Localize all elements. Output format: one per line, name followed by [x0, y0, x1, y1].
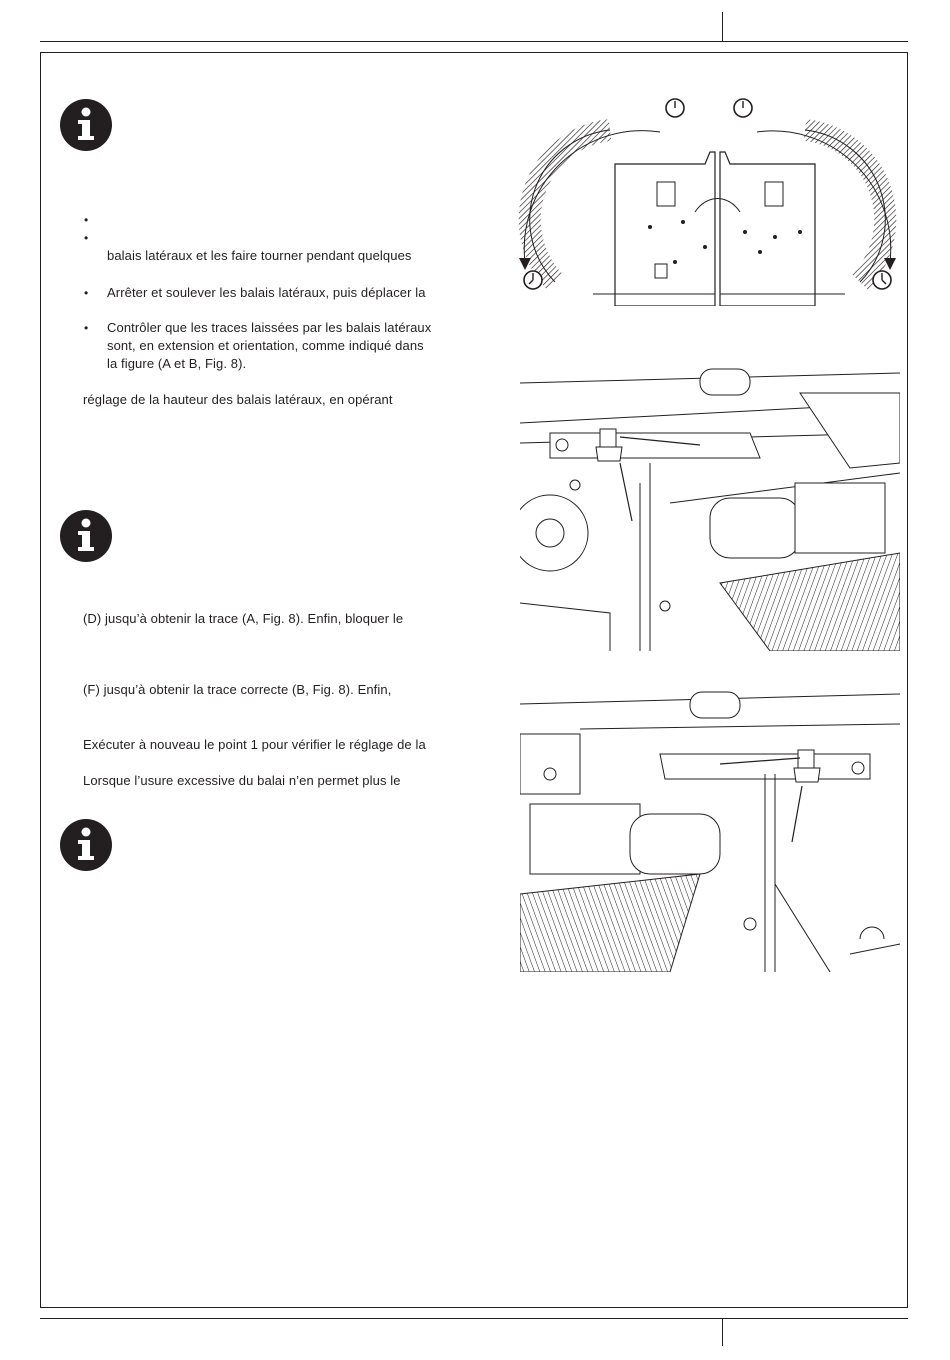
clock-icon — [524, 271, 542, 289]
body-text-line: Lorsque l’usure excessive du balai n’en permet plus le — [83, 773, 401, 788]
info-icon — [60, 99, 112, 151]
footer-rule — [40, 1318, 908, 1319]
header-tick — [722, 12, 723, 42]
body-text-line: Exécuter à nouveau le point 1 pour vérifier le réglage de la — [83, 737, 426, 752]
body-text-line: (F) jusqu’à obtenir la trace correcte (B, Fig. 8). Enfin, — [83, 682, 392, 697]
clock-icon — [873, 271, 891, 289]
bullet: • — [84, 231, 89, 245]
side-brushes-rotation-figure — [515, 92, 900, 306]
body-text-line: Contrôler que les traces laissées par les balais latéraux — [107, 320, 432, 335]
bullet: • — [84, 286, 89, 300]
bullet: • — [84, 213, 89, 227]
body-text-line: (D) jusqu’à obtenir la trace (A, Fig. 8). Enfin, bloquer le — [83, 611, 404, 626]
footer-tick — [722, 1318, 723, 1346]
header-rule — [40, 41, 908, 42]
right-brush-adjustment-figure — [520, 684, 900, 972]
info-icon — [60, 819, 112, 871]
bullet: • — [84, 321, 89, 335]
clock-icon — [734, 99, 752, 117]
body-text-line: la figure (A et B, Fig. 8). — [107, 356, 247, 371]
body-text-line: réglage de la hauteur des balais latéraux, en opérant — [83, 392, 393, 407]
left-brush-adjustment-figure — [520, 363, 900, 651]
body-text-line: balais latéraux et les faire tourner pendant quelques — [107, 248, 412, 263]
body-text-line: sont, en extension et orientation, comme indiqué dans — [107, 338, 424, 353]
body-text-line: Arrêter et soulever les balais latéraux, puis déplacer la — [107, 285, 426, 300]
clock-icon — [666, 99, 684, 117]
info-icon — [60, 510, 112, 562]
